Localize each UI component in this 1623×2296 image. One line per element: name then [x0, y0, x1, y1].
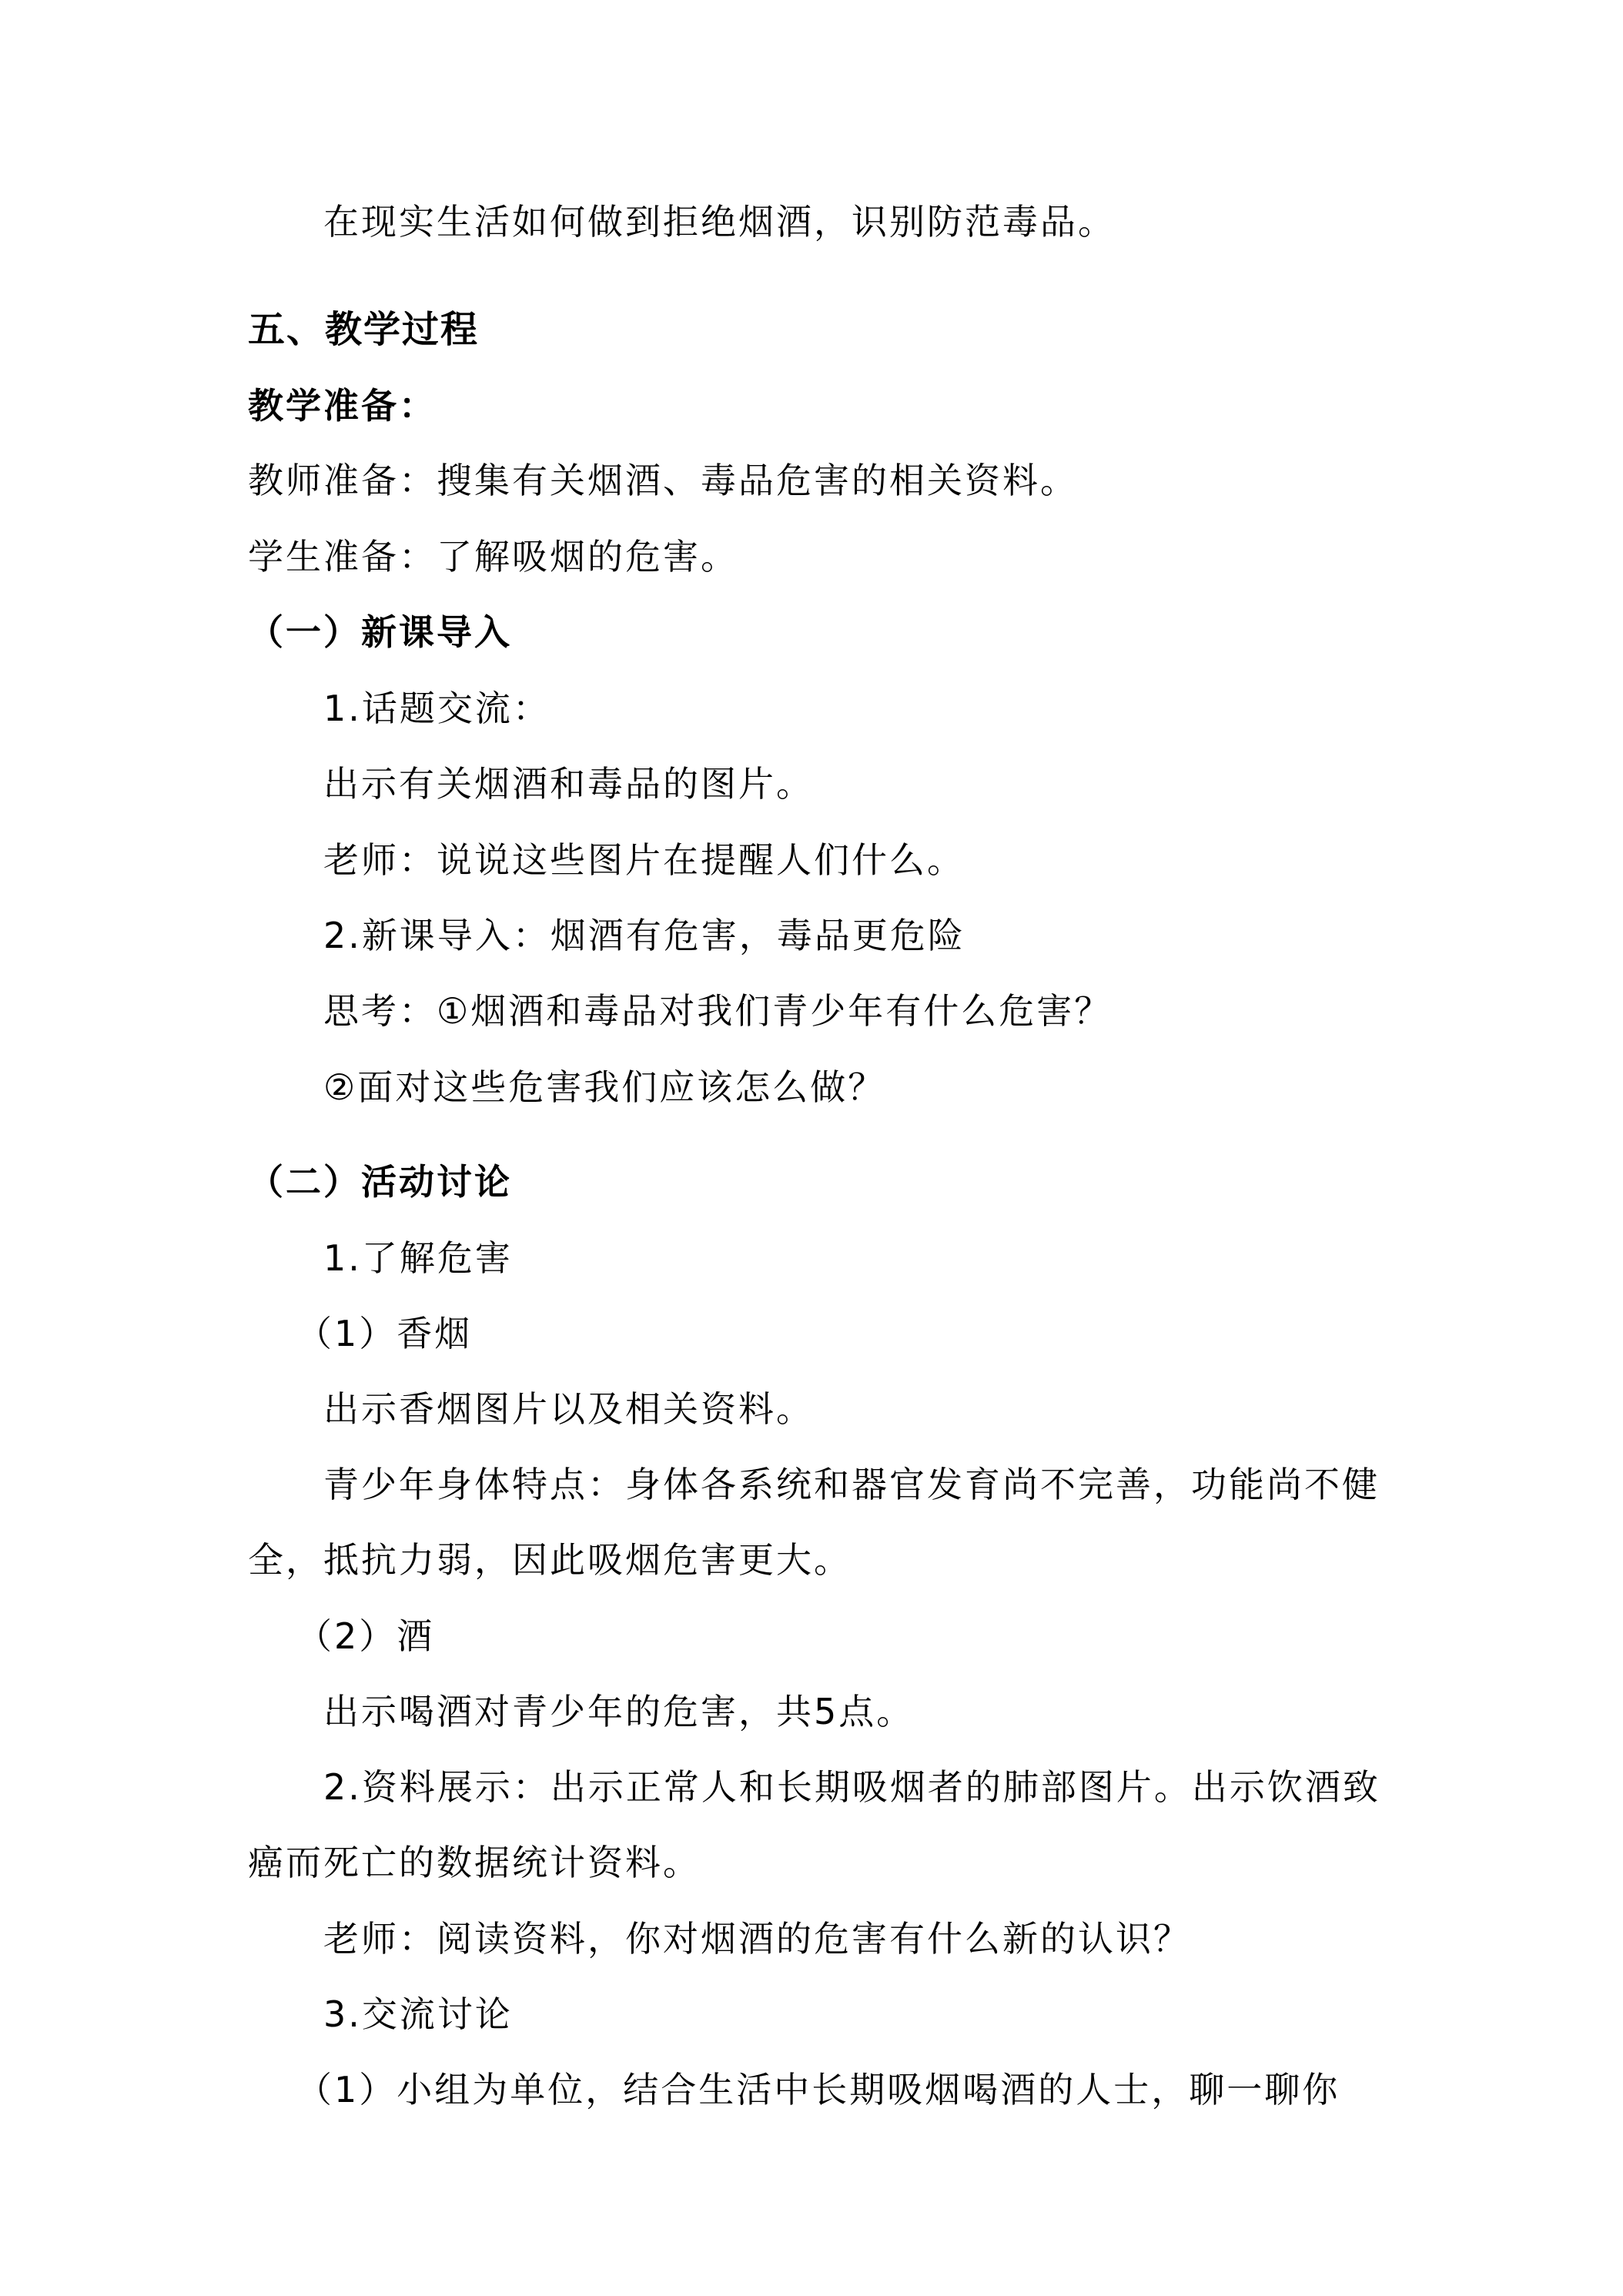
paragraph-line: 学生准备：了解吸烟的危害。 — [248, 536, 738, 577]
paragraph-line: 在现实生活如何做到拒绝烟酒，识别防范毒品。 — [323, 201, 1116, 243]
subheading: （一）新课导入 — [248, 611, 512, 653]
subheading: （二）活动讨论 — [248, 1161, 512, 1203]
section-heading: 五、教学过程 — [248, 308, 480, 351]
paragraph-line: 全，抵抗力弱，因此吸烟危害更大。 — [248, 1539, 852, 1581]
paragraph-line: 教师准备：搜集有关烟酒、毒品危害的相关资料。 — [248, 460, 1078, 501]
subheading: 教学准备： — [248, 385, 437, 427]
paragraph-line: 1.了解危害 — [323, 1237, 513, 1279]
paragraph-line: 2.资料展示：出示正常人和长期吸烟者的肺部图片。出示饮酒致 — [323, 1766, 1380, 1808]
paragraph-line: 出示有关烟酒和毒品的图片。 — [323, 763, 814, 805]
paragraph-line: ②面对这些危害我们应该怎么做？ — [323, 1066, 886, 1108]
paragraph-line: 青少年身体特点：身体各系统和器官发育尚不完善，功能尚不健 — [323, 1464, 1380, 1505]
paragraph-line: 3.交流讨论 — [323, 1993, 513, 2035]
paragraph-line: 老师：阅读资料，你对烟酒的危害有什么新的认识？ — [323, 1918, 1191, 1960]
paragraph-line: 癌而死亡的数据统计资料。 — [248, 1842, 701, 1883]
paragraph-line: 出示香烟图片以及相关资料。 — [323, 1388, 814, 1430]
paragraph-line: 1.话题交流： — [323, 688, 550, 729]
paragraph-line: （1）香烟 — [296, 1313, 473, 1354]
paragraph-line: 2.新课导入：烟酒有危害，毒品更危险 — [323, 915, 965, 956]
paragraph-line: （2）酒 — [296, 1615, 435, 1657]
paragraph-line: 老师：说说这些图片在提醒人们什么。 — [323, 839, 965, 881]
paragraph-line: 出示喝酒对青少年的危害，共5点。 — [323, 1691, 915, 1732]
paragraph-line: （1）小组为单位，结合生活中长期吸烟喝酒的人士，聊一聊你 — [296, 2069, 1340, 2110]
paragraph-line: 思考：①烟酒和毒品对我们青少年有什么危害？ — [323, 990, 1113, 1032]
